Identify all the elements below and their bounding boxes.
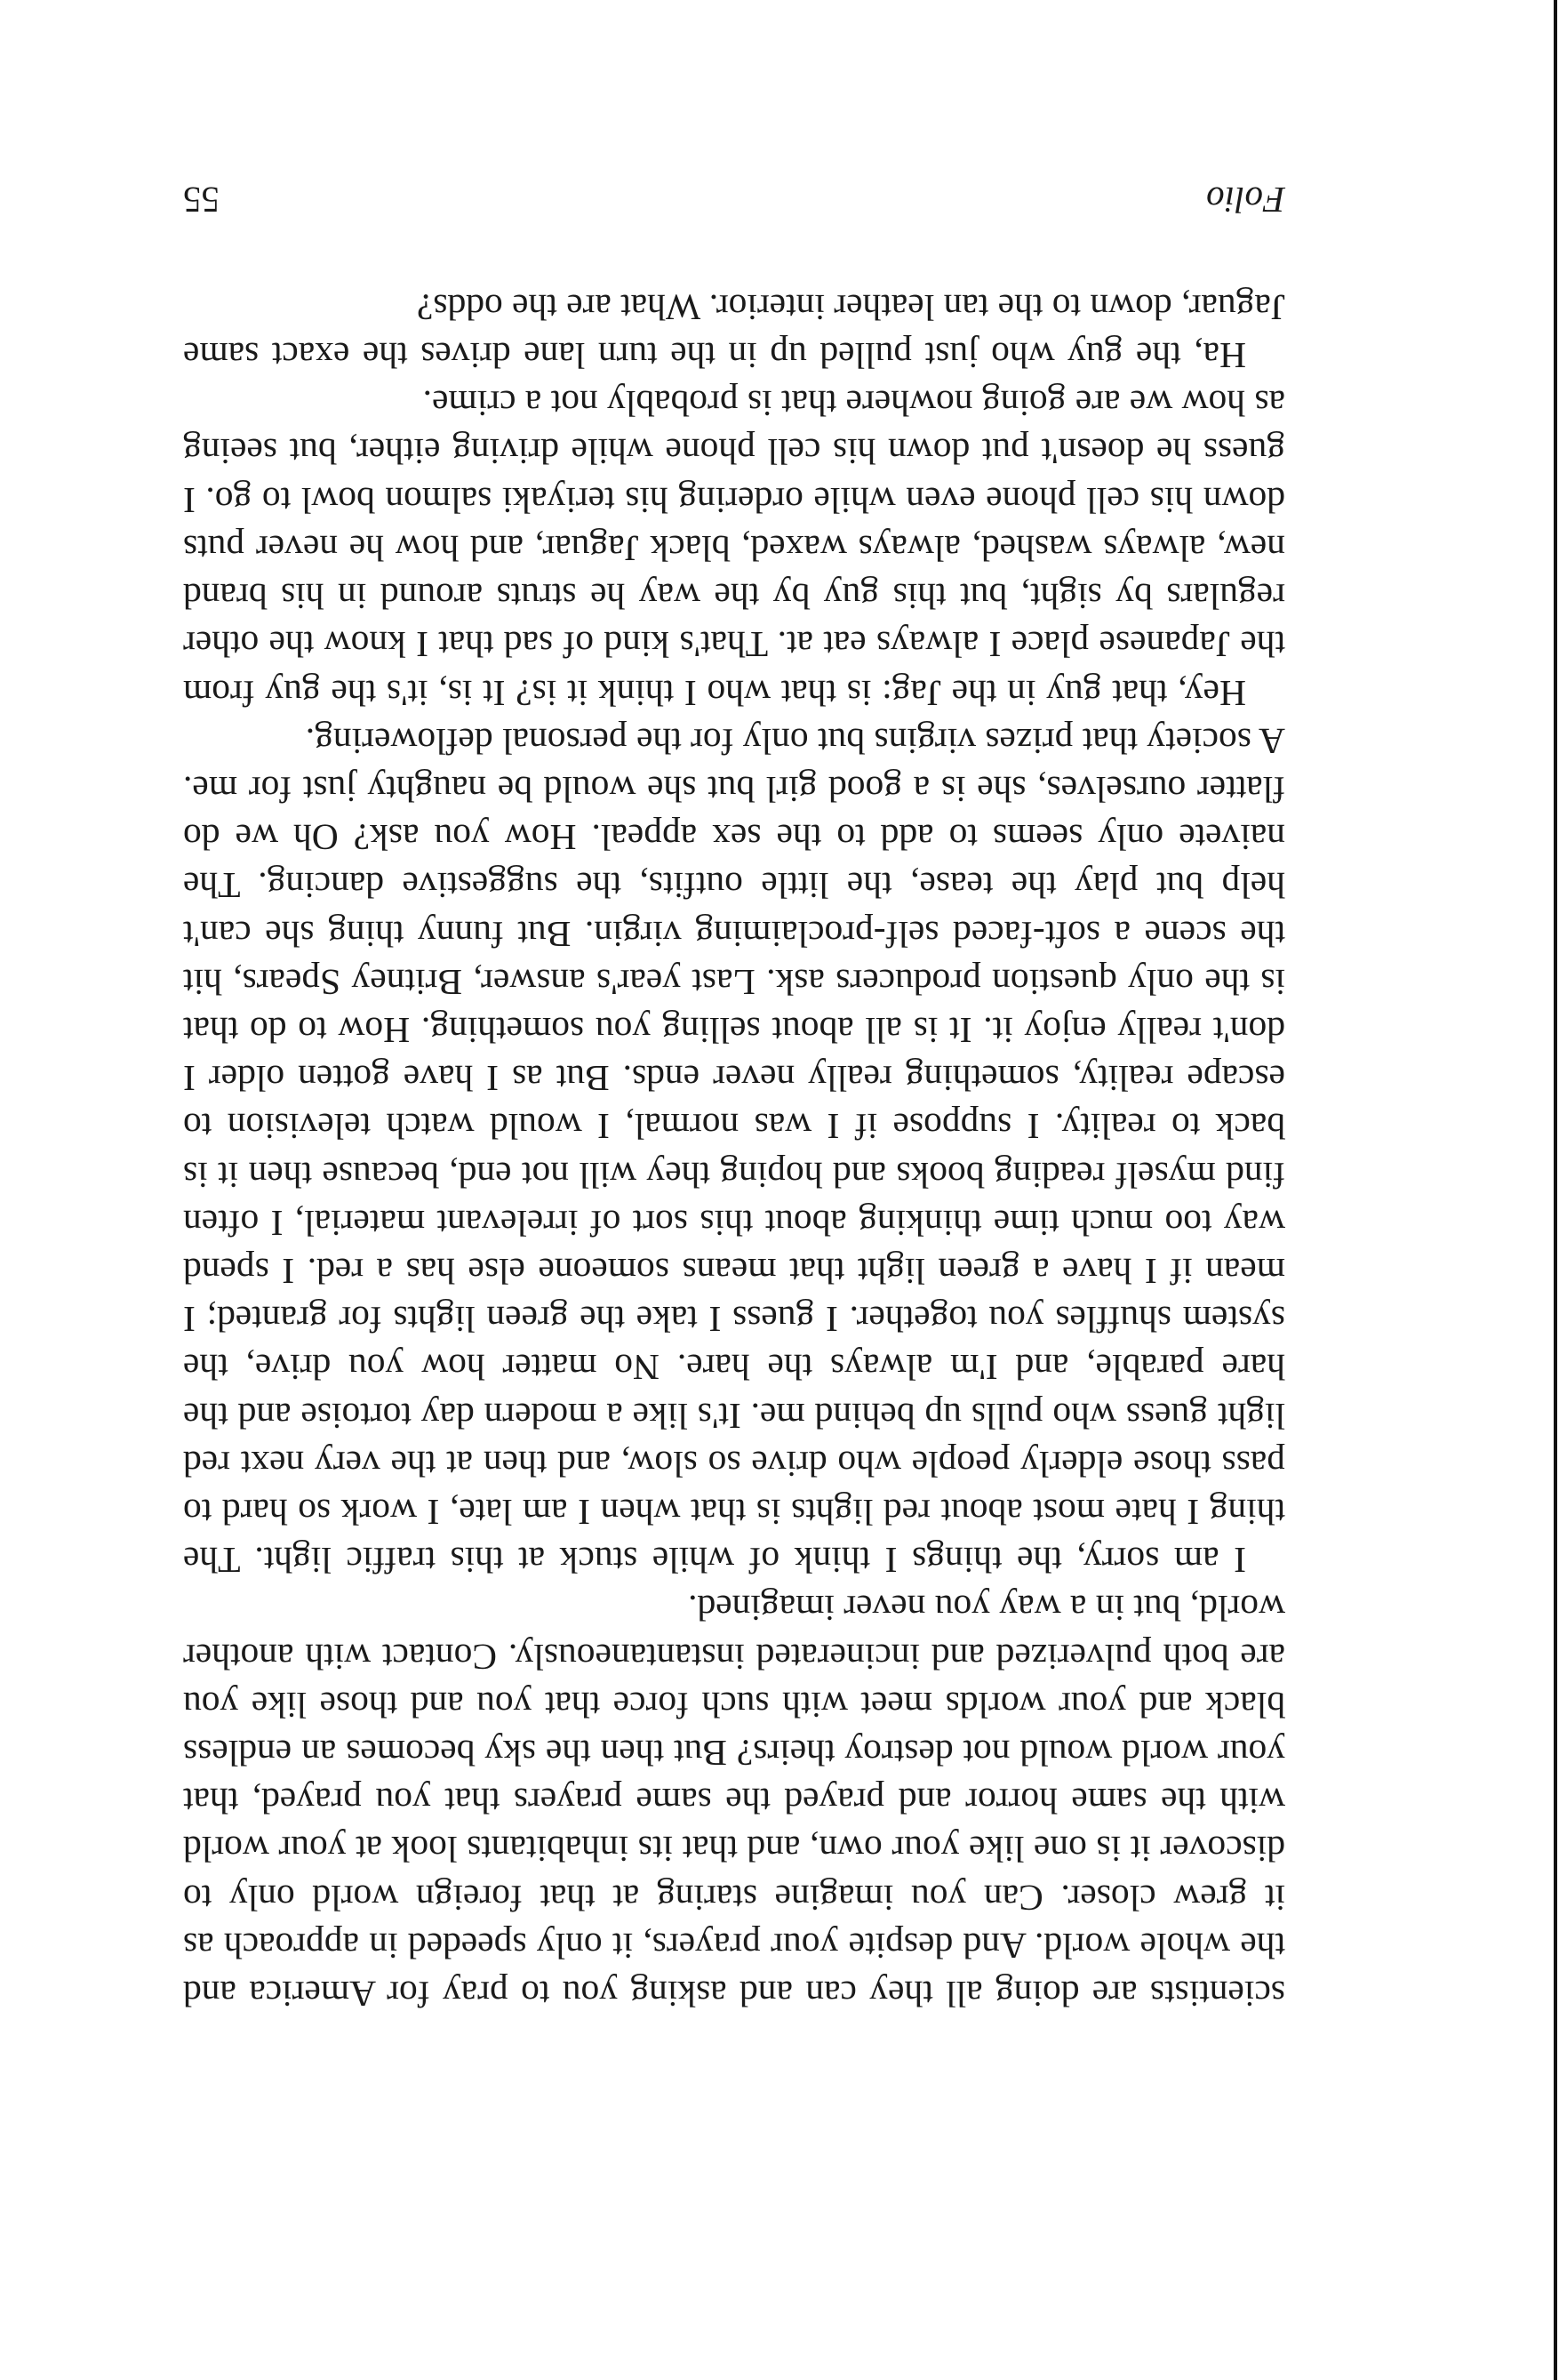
paragraph: Hey, that guy in the Jag: is that who I think it is? It is, it's the guy from the Japanese place I always eat at. That's kind of sad that I know the other regulars by sight, but this guy by the way he struts around in his brand new, always washed, always waxed, black Jaguar, and how he never puts down his cell phone even while ordering his teriyaki salmon bowl to go. I guess he doesn't put down his cell phone while driving either, but seeing as how we are going nowhere that is probably not a crime. — [183, 383, 1285, 714]
page-footer — [183, 176, 1285, 224]
page-edge-rule — [1554, 0, 1557, 2380]
page-number: 55 — [183, 180, 220, 220]
paragraph: scientists are doing all they can and asking you to pray for America and the whole world. And despite your prayers, it only speeded in approach as it grew closer. Can you imagine staring at that foreign world only to discover it is one like your own, and that its inhabitants look at your world with the same horror and prayed the same prayers that you prayed, that your world would not destroy theirs? But then the sky becomes an endless black and your worlds meet with such force that you and those like you are both pulverized and incinerated instantaneously. Contact with another world, but in a way you never imagined. — [183, 1588, 1285, 2015]
folio-label: Folio — [1206, 180, 1285, 220]
paragraph: Ha, the guy who just pulled up in the turn lane drives the exact same Jaguar, down to the tan leather interior. What are the odds? — [183, 286, 1285, 377]
paragraph: I am sorry, the things I think of while stuck at this traffic light. The thing I hate most about red lights is that when I am late, I work so hard to pass those elderly people who drive so slow, and then at the very next red light guess who pulls up behind me. It's like a modern day tortoise and the hare parable, and I'm always the hare. No matter how you drive, the system shuffles you together. I guess I take the green lights for granted; I mean if I have a green light that means someone else has a red. I spend way too much time thinking about this sort of irrelevant material, I often find myself reading books and hoping they will not end, because then it is back to reality. I suppose if I was normal, I would watch television to escape reality, something really never ends. But as I have gotten older I don't really enjoy it. It is all about selling you something. How to do that is the only question producers ask. Last year's answer, Britney Spears, hit the scene a soft-faced self-proclaiming virgin. But funny thing she can't help but play the tease, the little outfits, the suggestive dancing. The naivete only seems to add to the sex appeal. How you ask? Oh we do flatter ourselves, she is a good girl but she would be naughty just for me. A society that prizes virgins but only for the personal deflowering. — [183, 720, 1285, 1582]
body-text — [183, 284, 1285, 2018]
